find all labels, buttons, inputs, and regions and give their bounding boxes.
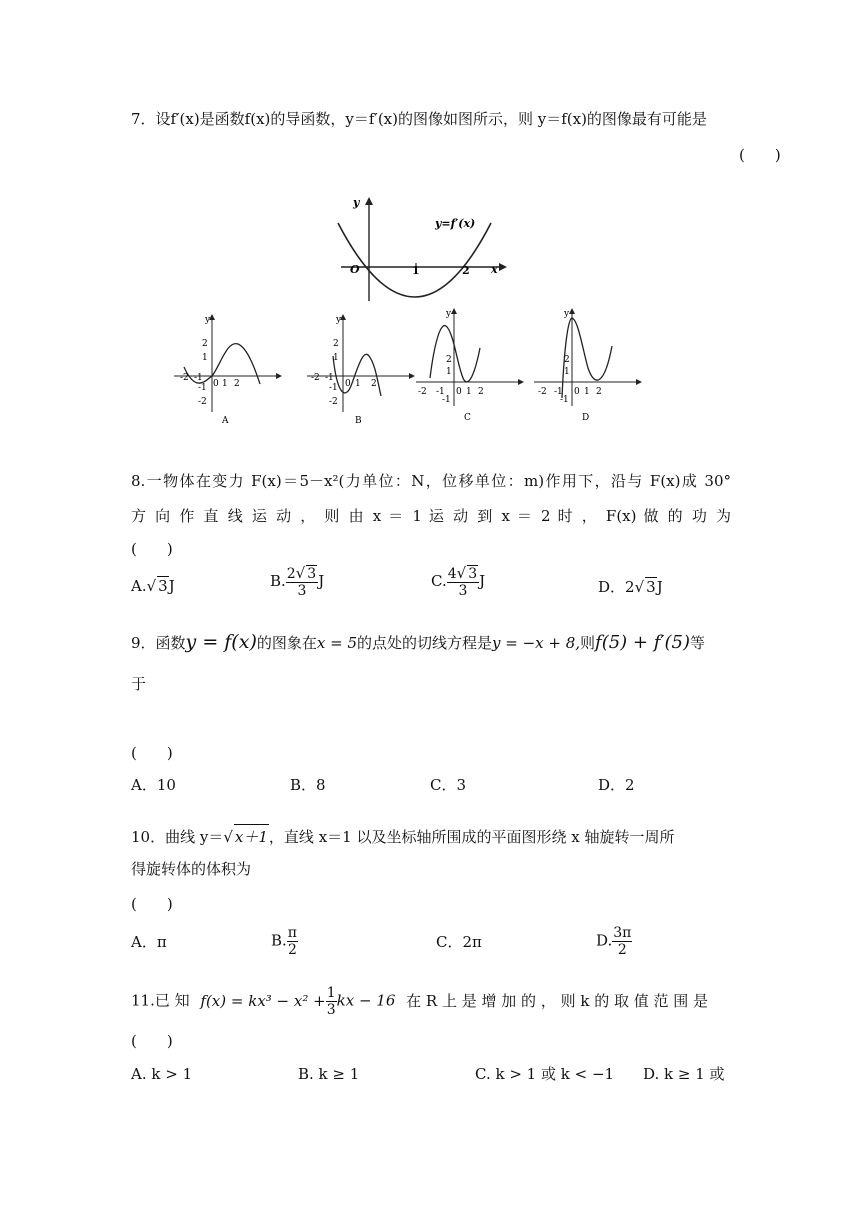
svg-text:-1: -1 xyxy=(198,383,207,393)
svg-text:-1: -1 xyxy=(329,383,338,393)
svg-text:1: 1 xyxy=(202,353,208,363)
svg-text:y: y xyxy=(205,315,211,325)
svg-text:2: 2 xyxy=(446,355,452,365)
svg-text:1: 1 xyxy=(446,367,452,377)
q8-answer-paren: ( ) xyxy=(131,540,173,558)
origin-label: O xyxy=(350,263,360,276)
q7-option-d-graph xyxy=(532,306,642,426)
q7-option-b-graph xyxy=(305,312,415,427)
q10-answer-paren: ( ) xyxy=(131,895,173,913)
q8-stem-line2: 方 向 作 直 线 运 动 ， 则 由 x ＝ 1 运 动 到 x ＝ 2 时 ， F(x) 做 的 功 为 xyxy=(131,507,731,525)
q9-stem-line2: 于 xyxy=(131,675,147,693)
q7-option-a-graph xyxy=(172,312,282,427)
svg-text:-2: -2 xyxy=(198,397,207,407)
svg-text:1: 1 xyxy=(466,387,472,397)
q9-option-d[interactable]: D．2 xyxy=(598,776,635,794)
svg-text:-1: -1 xyxy=(442,395,451,405)
q11-answer-paren: ( ) xyxy=(131,1032,173,1050)
q9-option-b[interactable]: B．8 xyxy=(290,776,326,794)
option-c-label: C xyxy=(464,413,471,423)
svg-text:0: 0 xyxy=(574,387,580,397)
svg-text:-1: -1 xyxy=(436,387,445,397)
q7-option-c-graph xyxy=(414,306,524,426)
svg-text:0: 0 xyxy=(456,387,462,397)
svg-text:2: 2 xyxy=(371,379,377,389)
svg-text:-2: -2 xyxy=(180,373,189,383)
svg-text:2: 2 xyxy=(564,355,570,365)
q7-derivative-graph xyxy=(333,193,513,305)
x-axis-arrow xyxy=(499,263,507,271)
svg-text:-1: -1 xyxy=(194,373,203,383)
svg-text:y: y xyxy=(336,315,342,325)
svg-text:2: 2 xyxy=(333,339,339,349)
q11-option-a[interactable]: A. k > 1 xyxy=(131,1065,193,1083)
q8-stem-line1: 8.一物体在变力 F(x)＝5－x²(力单位：N，位移单位：m)作用下，沿与 F(x)成 30° xyxy=(131,472,731,490)
svg-text:-2: -2 xyxy=(329,397,338,407)
q11-option-d[interactable]: D. k ≥ 1 或 xyxy=(643,1065,725,1083)
q11-option-b[interactable]: B. k ≥ 1 xyxy=(298,1065,360,1083)
option-d-label: D xyxy=(582,413,590,423)
q10-option-b[interactable]: B. $\frac{\pi}{2}$ xyxy=(271,925,297,959)
q8-option-a[interactable]: A.√ 3J xyxy=(131,577,175,595)
svg-text:1: 1 xyxy=(584,387,590,397)
svg-text:-2: -2 xyxy=(418,387,427,397)
q9-option-c[interactable]: C．3 xyxy=(430,776,467,794)
q7-answer-paren: ( ) xyxy=(739,146,781,164)
q9-stem: 9．函数y = f(x)的图象在x = 5的点处的切线方程是y = −x + 8,则f(5) + f′(5)等 xyxy=(131,631,705,653)
svg-text:y: y xyxy=(446,309,452,319)
svg-text:0: 0 xyxy=(345,379,351,389)
svg-text:2: 2 xyxy=(596,387,602,397)
y-axis-arrow xyxy=(365,197,373,205)
y-axis-label: y xyxy=(353,196,360,209)
svg-text:-1: -1 xyxy=(560,395,569,405)
q10-option-d[interactable]: D. $\frac{3\pi}{2}$ xyxy=(596,925,632,959)
q10-stem-line2: 得旋转体的体积为 xyxy=(131,860,252,878)
option-a-label: A xyxy=(222,416,229,426)
svg-text:1: 1 xyxy=(222,379,228,389)
svg-text:2: 2 xyxy=(234,379,240,389)
q11-stem: 11.已 知 f(x) = kx³ − x² + $\frac{1}{3}$ kx − 16 在 R 上 是 增 加 的 ， 则 k 的 取 值 范 围 是 xyxy=(131,985,709,1019)
x-axis-label: x xyxy=(491,263,498,276)
svg-text:1: 1 xyxy=(355,379,361,389)
svg-text:-2: -2 xyxy=(538,387,547,397)
svg-text:2: 2 xyxy=(202,339,208,349)
svg-text:-1: -1 xyxy=(554,387,563,397)
svg-text:-2: -2 xyxy=(311,373,320,383)
q9-option-a[interactable]: A．10 xyxy=(131,776,176,794)
q10-option-c[interactable]: C．2π xyxy=(436,933,482,951)
q10-option-a[interactable]: A．π xyxy=(131,933,167,951)
svg-text:0: 0 xyxy=(213,379,219,389)
svg-text:1: 1 xyxy=(333,353,339,363)
option-b-label: B xyxy=(355,416,362,426)
tick-2: 2 xyxy=(462,264,470,277)
q9-answer-paren: ( ) xyxy=(131,744,173,762)
q10-stem-line1: 10．曲线 y＝√ x＋1，直线 x＝1 以及坐标轴所围成的平面图形绕 x 轴旋转一周所 xyxy=(131,824,674,849)
derivative-curve xyxy=(338,223,491,297)
q8-option-d[interactable]: D．2√ 3J xyxy=(598,578,663,596)
svg-text:y: y xyxy=(564,309,570,319)
tick-1: 1 xyxy=(412,264,420,277)
q8-option-b[interactable]: B. $\frac{2√ 3}{3}$ J xyxy=(270,564,325,600)
q7-stem: 7．设f′(x)是函数f(x)的导函数，y＝f′(x)的图像如图所示，则 y＝f(x)的图像最有可能是 xyxy=(131,110,707,128)
svg-text:2: 2 xyxy=(478,387,484,397)
q11-option-c[interactable]: C. k > 1 或 k < −1 xyxy=(475,1065,615,1083)
graph-label: y=f′(x) xyxy=(435,217,476,230)
svg-text:1: 1 xyxy=(564,367,570,377)
q8-option-c[interactable]: C. $\frac{4√ 3}{3}$ J xyxy=(431,564,486,600)
svg-text:-1: -1 xyxy=(325,373,334,383)
